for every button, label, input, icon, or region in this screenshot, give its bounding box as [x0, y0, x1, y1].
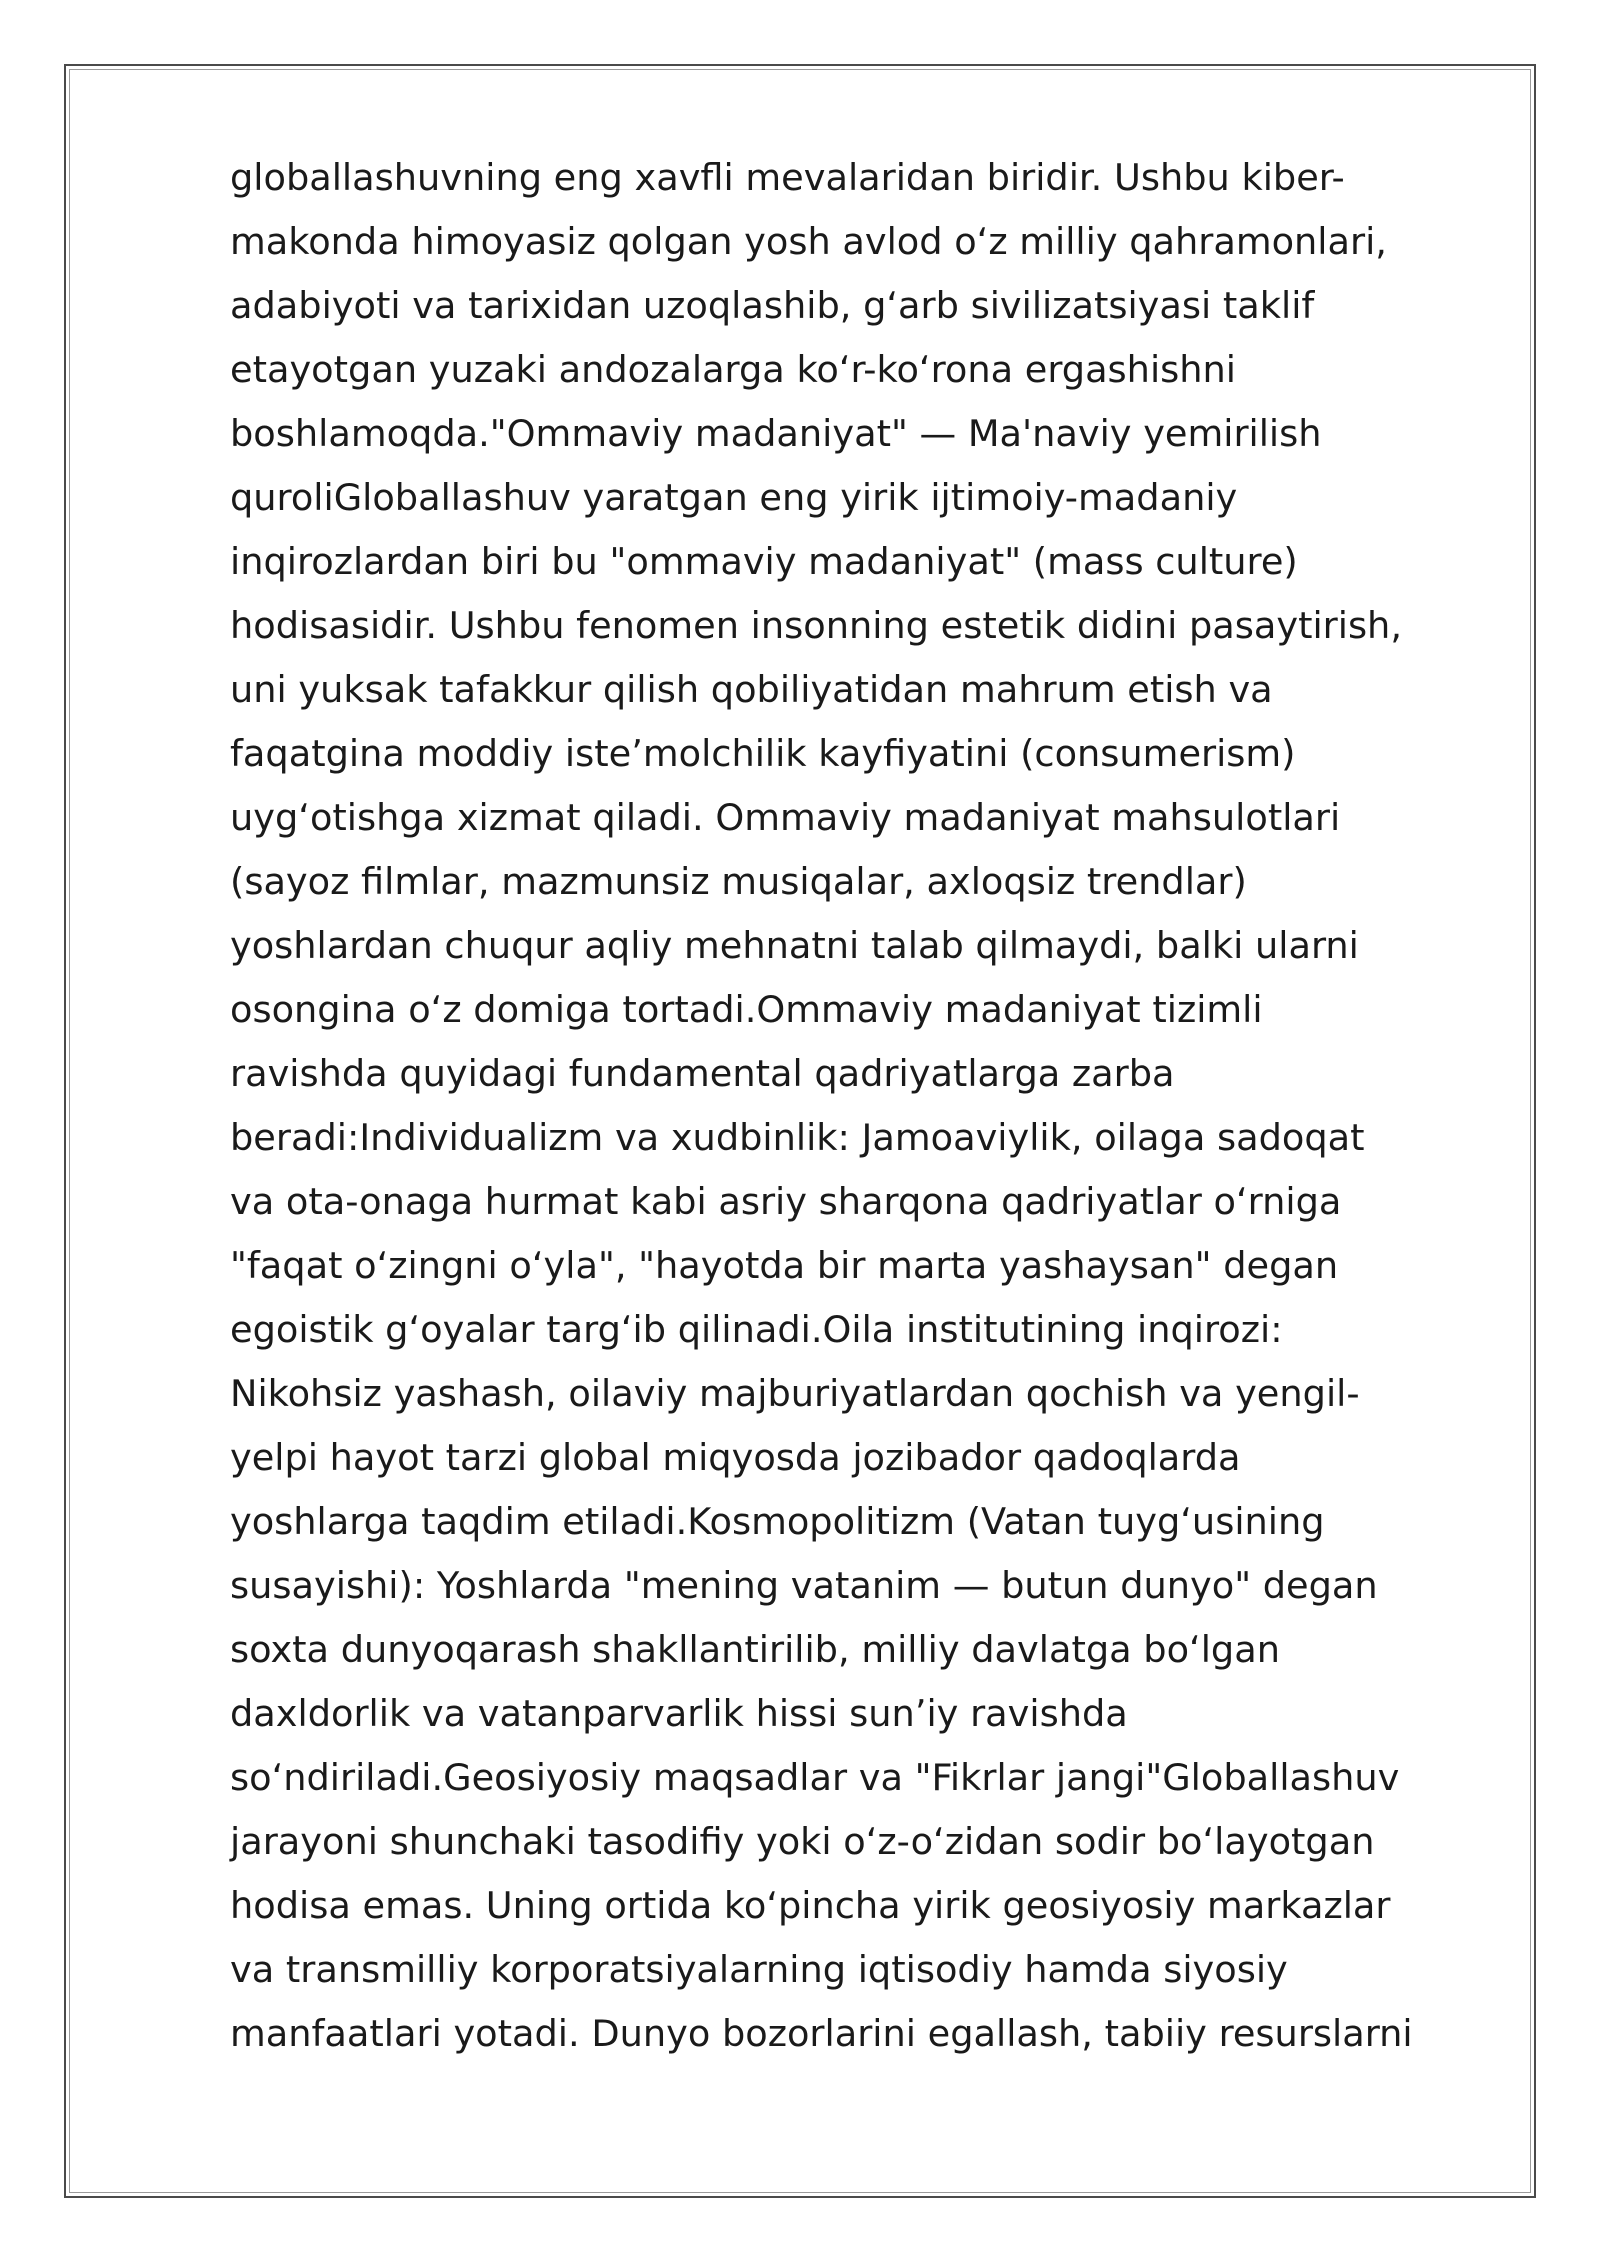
text-line: va ota-onaga hurmat kabi asriy sharqona qadriyatlar o‘rniga: [230, 1180, 1342, 1223]
text-line: uyg‘otishga xizmat qiladi. Ommaviy madaniyat mahsulotlari: [230, 796, 1341, 839]
text-line: egoistik g‘oyalar targ‘ib qilinadi.Oila institutining inqirozi:: [230, 1308, 1283, 1351]
text-line: jarayoni shunchaki tasodifiy yoki o‘z-o‘zidan sodir bo‘layotgan: [230, 1820, 1375, 1863]
document-body-text: [230, 146, 1530, 2066]
text-line: "faqat o‘zingni o‘yla", "hayotda bir marta yashaysan" degan: [230, 1244, 1339, 1287]
text-line: inqirozlardan biri bu "ommaviy madaniyat" (mass culture): [230, 540, 1298, 583]
text-line: hodisasidir. Ushbu fenomen insonning estetik didini pasaytirish,: [230, 604, 1402, 647]
text-line: so‘ndiriladi.Geosiyosiy maqsadlar va "Fikrlar jangi"Globallashuv: [230, 1756, 1400, 1799]
text-line: Nikohsiz yashash, oilaviy majburiyatlardan qochish va yengil-: [230, 1372, 1360, 1415]
text-line: quroliGloballashuv yaratgan eng yirik ijtimoiy-madaniy: [230, 476, 1238, 519]
text-line: adabiyoti va tarixidan uzoqlashib, g‘arb sivilizatsiyasi taklif: [230, 284, 1315, 327]
text-line: etayotgan yuzaki andozalarga ko‘r-ko‘rona ergashishni: [230, 348, 1236, 391]
text-line: manfaatlari yotadi. Dunyo bozorlarini egallash, tabiiy resurslarni: [230, 2012, 1413, 2055]
text-line: soxta dunyoqarash shakllantirilib, milliy davlatga bo‘lgan: [230, 1628, 1280, 1671]
text-line: hodisa emas. Uning ortida ko‘pincha yirik geosiyosiy markazlar: [230, 1884, 1391, 1927]
text-line: yoshlarga taqdim etiladi.Kosmopolitizm (Vatan tuyg‘usining: [230, 1500, 1325, 1543]
text-line: va transmilliy korporatsiyalarning iqtisodiy hamda siyosiy: [230, 1948, 1288, 1991]
text-line: (sayoz filmlar, mazmunsiz musiqalar, axloqsiz trendlar): [230, 860, 1247, 903]
text-line: yoshlardan chuqur aqliy mehnatni talab qilmaydi, balki ularni: [230, 924, 1359, 967]
text-line: makonda himoyasiz qolgan yosh avlod o‘z milliy qahramonlari,: [230, 220, 1387, 263]
text-line: globallashuvning eng xavfli mevalaridan biridir. Ushbu kiber-: [230, 156, 1345, 199]
text-line: ravishda quyidagi fundamental qadriyatlarga zarba: [230, 1052, 1175, 1095]
text-line: susayishi): Yoshlarda "mening vatanim — butun dunyo" degan: [230, 1564, 1378, 1607]
text-line: beradi:Individualizm va xudbinlik: Jamoaviylik, oilaga sadoqat: [230, 1116, 1365, 1159]
text-line: yelpi hayot tarzi global miqyosda jozibador qadoqlarda: [230, 1436, 1241, 1479]
text-line: faqatgina moddiy iste’molchilik kayfiyatini (consumerism): [230, 732, 1296, 775]
text-line: daxldorlik va vatanparvarlik hissi sun’iy ravishda: [230, 1692, 1128, 1735]
text-line: uni yuksak tafakkur qilish qobiliyatidan mahrum etish va: [230, 668, 1273, 711]
text-line: boshlamoqda."Ommaviy madaniyat" — Ma'naviy yemirilish: [230, 412, 1322, 455]
text-line: osongina o‘z domiga tortadi.Ommaviy madaniyat tizimli: [230, 988, 1263, 1031]
